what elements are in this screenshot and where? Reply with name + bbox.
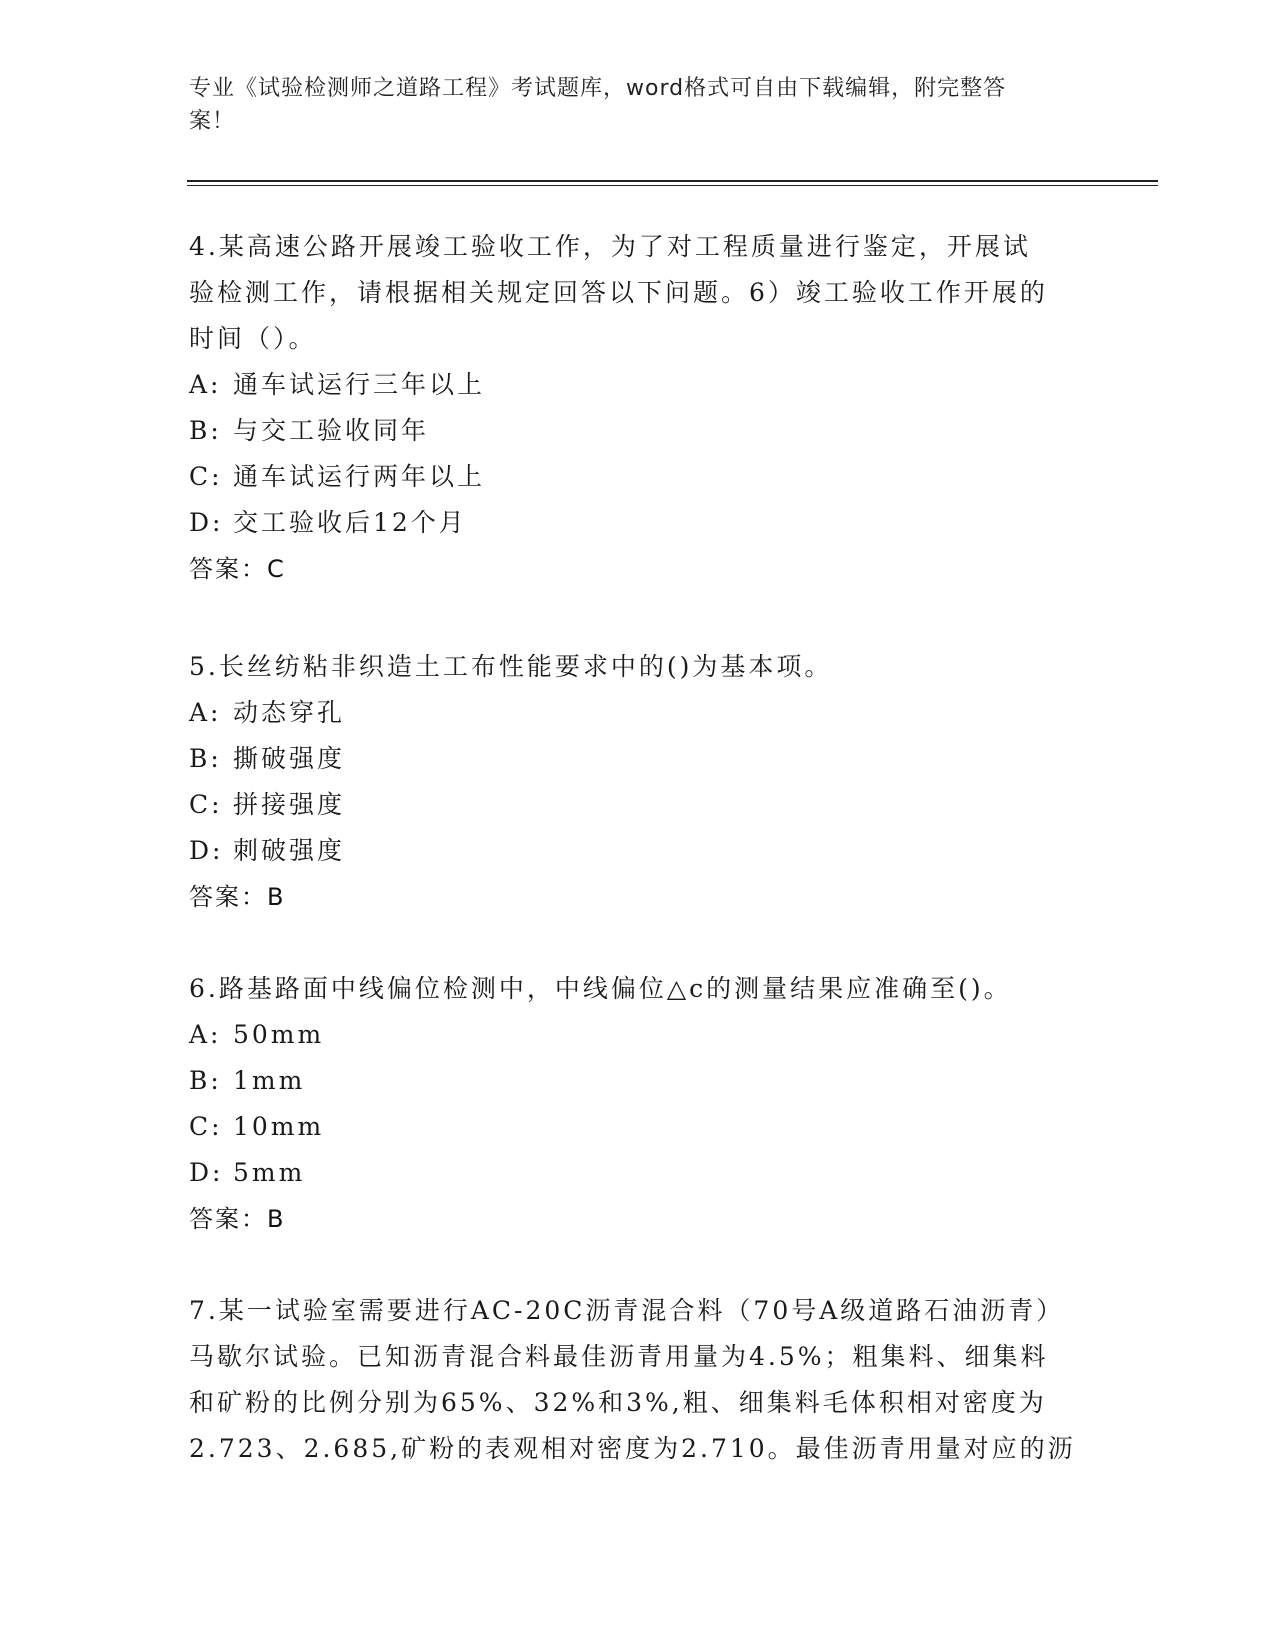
option-d <box>189 500 1079 546</box>
option-letter: D: <box>189 1158 224 1187</box>
option-text: 10mm <box>233 1112 325 1141</box>
option-b <box>189 408 1079 454</box>
question-7 <box>189 1288 1079 1472</box>
question-5 <box>189 644 1079 920</box>
option-letter: A: <box>189 370 222 399</box>
answer-line: 答案：B <box>189 883 286 911</box>
option-letter: C: <box>189 1112 223 1141</box>
option-text: 通车试运行三年以上 <box>233 370 486 399</box>
option-b <box>189 736 1079 782</box>
header-line-2: 案！ <box>189 109 236 134</box>
question-stem-line: 验检测工作，请根据相关规定回答以下问题。6）竣工验收工作开展的 <box>189 278 1048 307</box>
option-c <box>189 1104 1079 1150</box>
question-stem-line: 和矿粉的比例分别为65%、32%和3%,粗、细集料毛体积相对密度为 <box>189 1388 1047 1417</box>
question-stem-line: 马歇尔试验。已知沥青混合料最佳沥青用量为4.5%；粗集料、细集料 <box>189 1342 1049 1371</box>
question-stem-line: 2.723、2.685,矿粉的表观相对密度为2.710。最佳沥青用量对应的沥 <box>189 1434 1076 1463</box>
option-text: 交工验收后12个月 <box>233 508 467 537</box>
header-line-1: 专业《试验检测师之道路工程》考试题库，word格式可自由下载编辑，附完整答 <box>189 76 1007 101</box>
option-text: 动态穿孔 <box>233 698 346 727</box>
header-divider-thin <box>187 185 1158 186</box>
option-letter: C: <box>189 462 223 491</box>
answer-line: 答案：C <box>189 555 286 583</box>
question-stem-line: 5.长丝纺粘非织造土工布性能要求中的()为基本项。 <box>189 652 833 681</box>
option-letter: B: <box>189 1066 222 1095</box>
option-c <box>189 782 1079 828</box>
header-divider-thick <box>187 180 1158 182</box>
option-text: 与交工验收同年 <box>233 416 430 445</box>
option-letter: B: <box>189 744 222 773</box>
answer-line: 答案：B <box>189 1205 286 1233</box>
option-letter: D: <box>189 836 224 865</box>
option-text: 拼接强度 <box>233 790 346 819</box>
option-b <box>189 1058 1079 1104</box>
option-d <box>189 828 1079 874</box>
question-4 <box>189 224 1079 592</box>
option-text: 1mm <box>233 1066 306 1095</box>
option-a <box>189 1012 1079 1058</box>
option-letter: A: <box>189 1020 222 1049</box>
option-text: 50mm <box>233 1020 325 1049</box>
option-c <box>189 454 1079 500</box>
question-stem-line: 时间（）。 <box>189 324 317 353</box>
document-header <box>189 72 1069 138</box>
option-letter: D: <box>189 508 224 537</box>
option-a <box>189 690 1079 736</box>
option-text: 通车试运行两年以上 <box>233 462 486 491</box>
option-d <box>189 1150 1079 1196</box>
question-6 <box>189 966 1079 1242</box>
question-stem-line: 6.路基路面中线偏位检测中，中线偏位△c的测量结果应准确至()。 <box>189 974 1012 1003</box>
option-a <box>189 362 1079 408</box>
question-stem-line: 7.某一试验室需要进行AC-20C沥青混合料（70号A级道路石油沥青） <box>189 1296 1065 1325</box>
option-text: 5mm <box>233 1158 306 1187</box>
option-text: 撕破强度 <box>233 744 346 773</box>
option-letter: C: <box>189 790 223 819</box>
option-text: 刺破强度 <box>233 836 346 865</box>
option-letter: B: <box>189 416 222 445</box>
option-letter: A: <box>189 698 222 727</box>
question-stem-line: 4.某高速公路开展竣工验收工作，为了对工程质量进行鉴定，开展试 <box>189 232 1031 261</box>
